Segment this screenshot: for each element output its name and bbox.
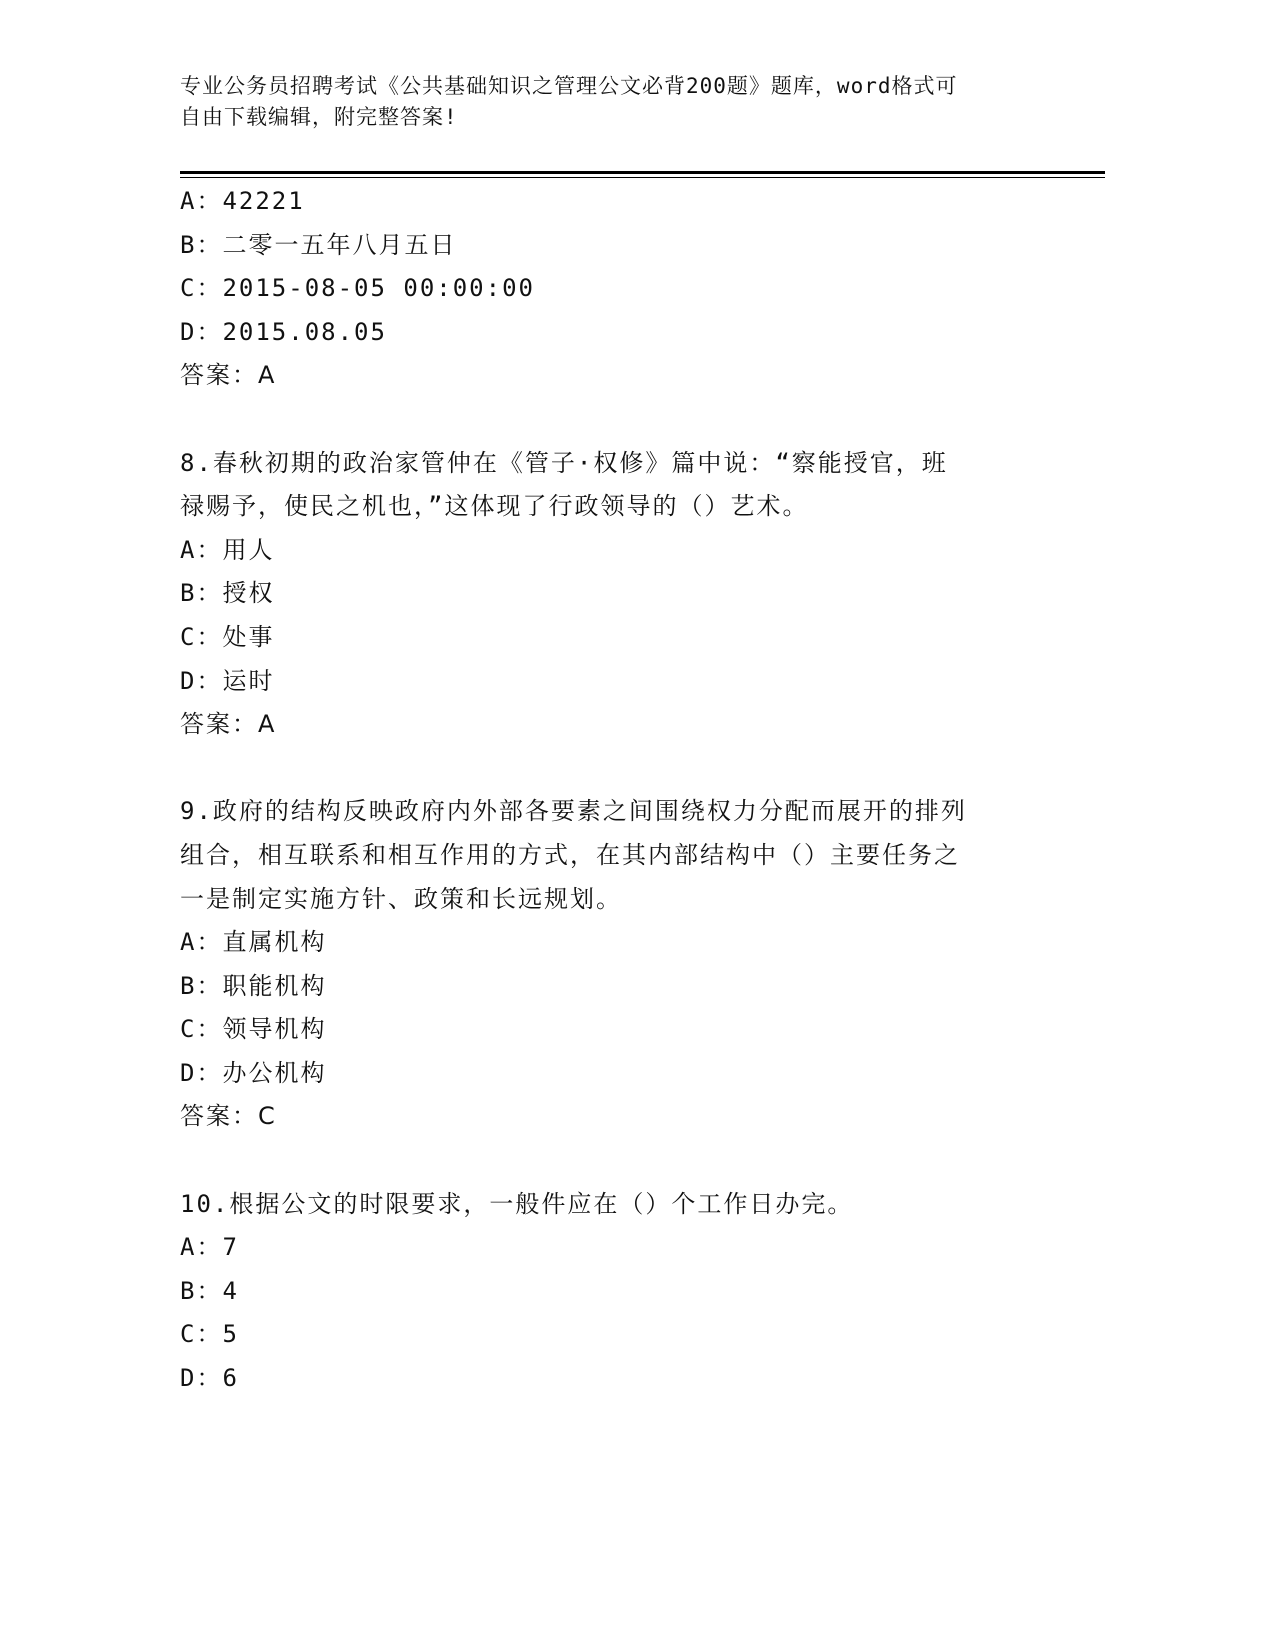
- question-9: [180, 790, 1030, 1139]
- option: C：5: [180, 1320, 239, 1349]
- question-line: 8.春秋初期的政治家管仲在《管子·权修》篇中说：“察能授官，班: [180, 448, 948, 477]
- answer: 答案：A: [180, 361, 277, 390]
- header-rule-thick: [180, 171, 1105, 174]
- option: D：办公机构: [180, 1058, 327, 1087]
- option: C：领导机构: [180, 1015, 327, 1044]
- question-10: [180, 1183, 1030, 1401]
- option: A：7: [180, 1233, 239, 1262]
- header-line: 专业公务员招聘考试《公共基础知识之管理公文必背200题》题库，word格式可: [180, 74, 958, 98]
- question-8: [180, 442, 1030, 747]
- answer: 答案：C: [180, 1102, 277, 1131]
- option: C：处事: [180, 622, 275, 651]
- option: D：6: [180, 1364, 239, 1393]
- question-text: [180, 790, 1030, 921]
- option: A：用人: [180, 535, 275, 564]
- question-line: 禄赐予，使民之机也，”这体现了行政领导的（）艺术。: [180, 492, 809, 521]
- option: B：职能机构: [180, 971, 327, 1000]
- option: B：授权: [180, 579, 275, 608]
- option: C：2015-08-05 00:00:00: [180, 274, 535, 303]
- question-line: 10.根据公文的时限要求，一般件应在（）个工作日办完。: [180, 1189, 854, 1218]
- question-text: [180, 442, 1030, 529]
- question-text: [180, 1183, 1030, 1227]
- question-line: 组合，相互联系和相互作用的方式，在其内部结构中（）主要任务之: [180, 840, 960, 869]
- question-partial: [180, 180, 1030, 398]
- header-line: 自由下载编辑，附完整答案!: [180, 105, 458, 129]
- question-line: 9.政府的结构反映政府内外部各要素之间围绕权力分配而展开的排列: [180, 797, 967, 826]
- question-line: 一是制定实施方针、政策和长远规划。: [180, 884, 622, 913]
- document-body: [180, 180, 1030, 1401]
- option: A：42221: [180, 187, 305, 215]
- option: B：4: [180, 1276, 239, 1305]
- option: A：直属机构: [180, 928, 327, 957]
- answer: 答案：A: [180, 710, 277, 739]
- document-header: [180, 71, 1030, 133]
- option: B：二零一五年八月五日: [180, 230, 457, 259]
- header-rule-thin: [180, 177, 1105, 178]
- option: D：运时: [180, 666, 275, 695]
- option: D：2015.08.05: [180, 317, 387, 346]
